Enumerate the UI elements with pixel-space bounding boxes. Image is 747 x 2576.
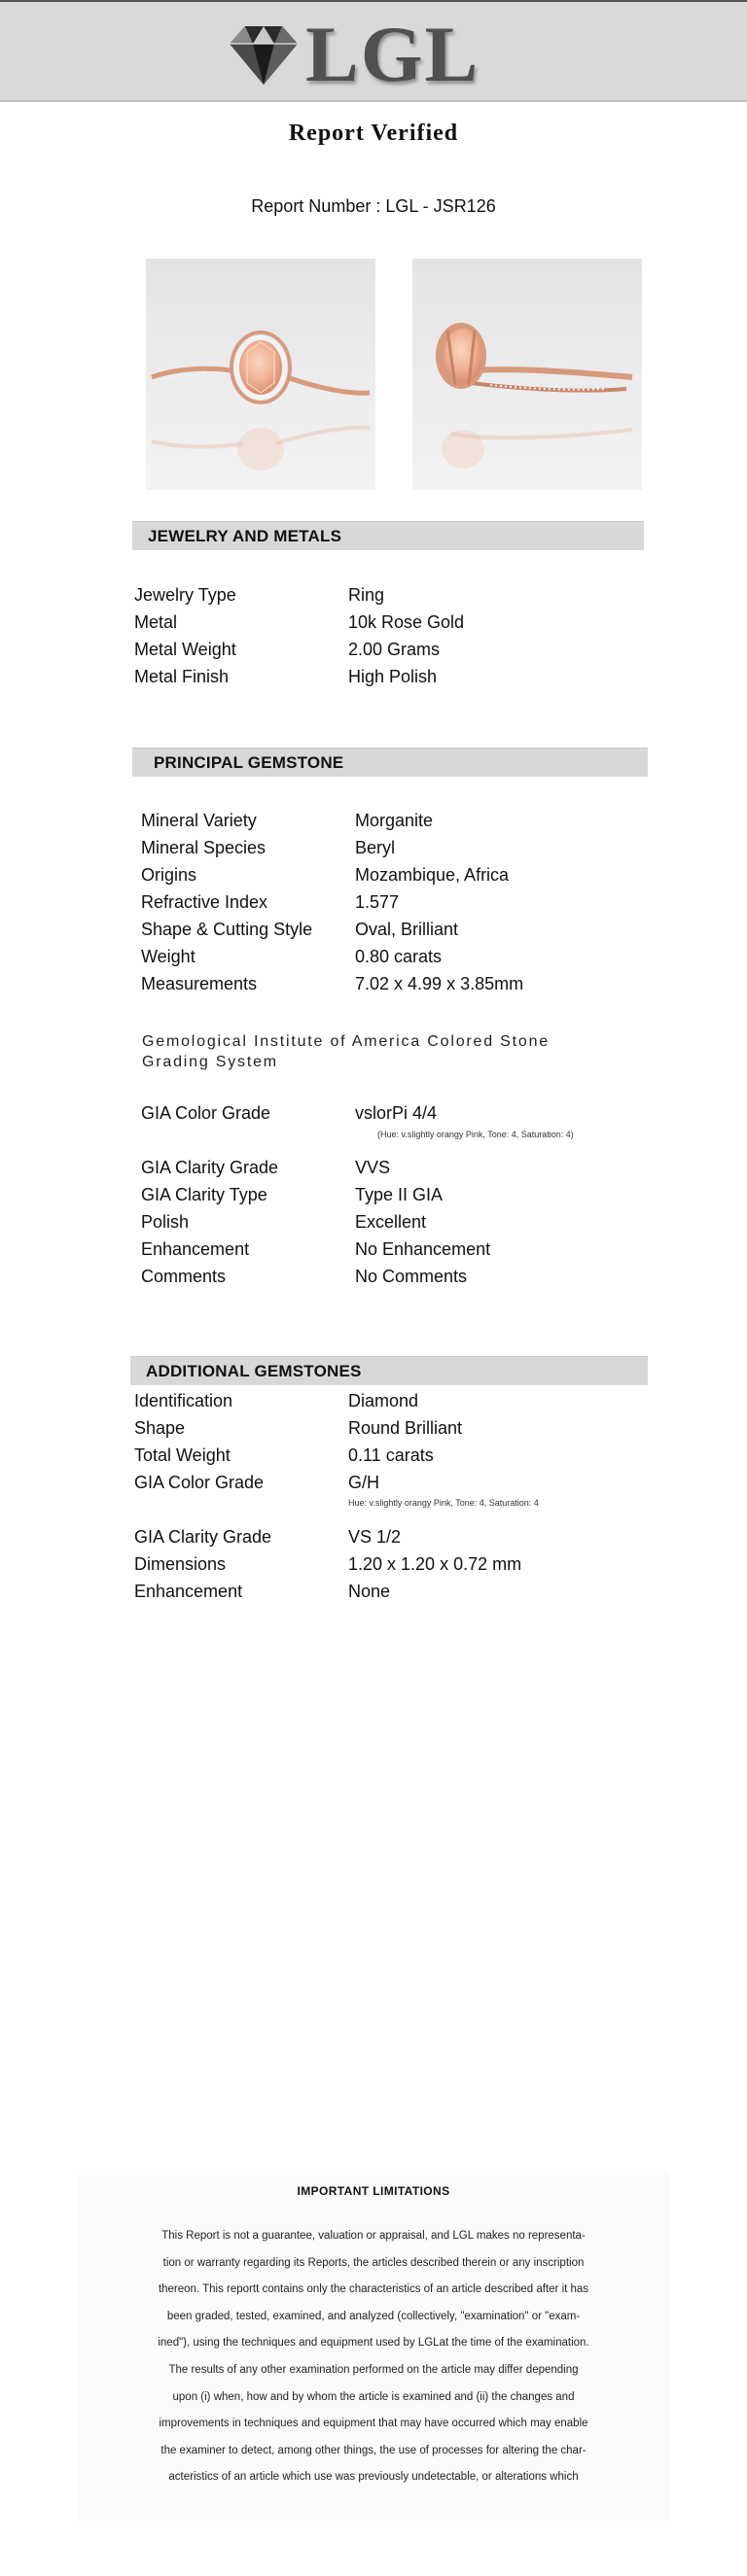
header-banner [0,0,747,102]
detail-value: Round Brilliant [348,1418,463,1438]
section-heading: ADDITIONAL GEMSTONES [146,1362,362,1380]
detail-row [134,663,464,690]
section-heading: PRINCIPAL GEMSTONE [154,753,344,772]
diamond-icon [226,20,302,88]
detail-row [141,1208,490,1236]
detail-label: Measurements [141,974,258,993]
detail-row [134,1387,462,1414]
limitations-title: IMPORTANT LIMITATIONS [297,2184,450,2198]
limitations-line: upon (i) when, how and by whom the article is examined and (ii) the changes and [172,2390,575,2403]
detail-label: Dimensions [134,1554,227,1574]
detail-row [134,581,464,609]
detail-label: GIA Clarity Type [141,1185,267,1204]
detail-row [134,636,464,663]
ring-front-photo [146,259,375,490]
detail-row [141,1099,437,1127]
detail-value: Ring [348,585,385,605]
limitations-line: the examiner to detect, among other things, the use of processes for altering the char- [160,2444,587,2456]
gia-color-grade [141,1099,437,1127]
detail-row [141,943,523,970]
detail-label: Origins [141,865,197,885]
detail-value: Mozambique, Africa [355,865,510,885]
detail-label: GIA Clarity Grade [134,1527,272,1547]
detail-value: None [348,1582,391,1601]
detail-value: No Enhancement [355,1239,491,1259]
important-limitations [78,2173,669,2523]
detail-row [134,1578,521,1605]
detail-value: Beryl [355,838,396,857]
limitations-line: The results of any other examination performed on the article may differ depending [168,2363,579,2376]
limitations-body [103,2223,644,2491]
limitations-line: been graded, tested, examined, and analyzed (collectively, "examination" or "exam- [166,2310,581,2322]
logo-text: LGL [305,10,480,98]
detail-label: Polish [141,1212,190,1232]
detail-row [141,916,523,943]
report-number: Report Number : LGL - JSR126 [251,196,496,216]
detail-value: VVS [355,1158,391,1177]
detail-label: Metal Finish [134,667,230,686]
diamond-color-note: Hue: v.slightly orangy Pink, Tone: 4, Saturation: 4 [348,1498,539,1508]
gia-grading-heading: Gemological Institute of America Colored Stone Grading System [142,1033,550,1070]
section-principal-gemstone [132,748,648,777]
detail-value: High Polish [348,667,438,686]
detail-value: 10k Rose Gold [348,612,465,632]
principal-grading-details [141,1154,490,1290]
detail-label: Shape & Cutting Style [141,920,313,939]
detail-value: Oval, Brilliant [355,920,459,939]
detail-row [141,861,523,888]
limitations-line: ined"), using the techniques and equipment used by LGLat the time of the examination. [158,2337,589,2350]
detail-label: Weight [141,947,196,966]
detail-value: 0.80 carats [355,947,443,966]
detail-row [134,1414,462,1442]
detail-row [141,1236,490,1263]
detail-value: Morganite [355,811,434,830]
detail-label: Jewelry Type [134,585,236,605]
detail-label: Total Weight [134,1445,231,1465]
detail-value: 1.577 [355,892,400,912]
jewelry-details [134,581,464,690]
limitations-line: This Report is not a guarantee, valuation or appraisal, and LGL makes no representa- [161,2230,586,2242]
detail-row [141,834,523,861]
detail-value: vslorPi 4/4 [355,1103,438,1123]
additional-grading-details [134,1523,521,1605]
section-additional-gemstones [130,1356,648,1385]
section-jewelry-and-metals [132,521,644,550]
detail-label: Shape [134,1418,186,1438]
lgl-logo[interactable] [226,10,480,98]
detail-row [134,1469,462,1496]
page-title: Report Verified [288,121,459,146]
detail-row [134,609,464,636]
detail-value: 0.11 carats [348,1445,434,1465]
detail-row [134,1550,521,1578]
limitations-line: tion or warranty regarding its Reports, the articles described therein or any inscription [162,2256,585,2269]
detail-row [134,1442,462,1469]
detail-label: Metal Weight [134,640,236,659]
detail-value: 7.02 x 4.99 x 3.85mm [355,974,524,993]
detail-row [141,1181,490,1208]
detail-label: Refractive Index [141,892,268,912]
principal-details [141,807,523,997]
limitations-line: thereon. This reportt contains only the characteristics of an article described after it has [158,2283,589,2296]
detail-row [141,1263,490,1290]
detail-value: 2.00 Grams [348,640,441,659]
detail-value: Diamond [348,1391,419,1410]
detail-label: Mineral Variety [141,811,257,830]
detail-label: GIA Color Grade [141,1103,271,1123]
ring-side-photo [412,259,642,490]
detail-value: Excellent [355,1212,427,1232]
detail-label: Enhancement [141,1239,250,1259]
detail-label: GIA Clarity Grade [141,1158,279,1177]
detail-row [141,970,523,997]
detail-value: G/H [348,1473,380,1492]
color-grade-note: (Hue: v.slightly orangy Pink, Tone: 4, Saturation: 4) [377,1130,574,1139]
detail-row [134,1523,521,1550]
detail-value: 1.20 x 1.20 x 0.72 mm [348,1554,522,1574]
detail-row [141,1154,490,1181]
detail-value: VS 1/2 [348,1527,402,1547]
limitations-line: acteristics of an article which use was previously undetectable, or alterations which [168,2471,579,2484]
detail-label: Mineral Species [141,838,267,857]
detail-row [141,888,523,916]
detail-label: Enhancement [134,1582,243,1601]
detail-label: GIA Color Grade [134,1473,265,1492]
detail-value: No Comments [355,1267,468,1286]
detail-value: Type II GIA [355,1185,444,1204]
detail-label: Identification [134,1391,233,1410]
detail-label: Comments [141,1267,227,1286]
additional-details [134,1387,462,1496]
detail-label: Metal [134,612,178,632]
limitations-line: improvements in techniques and equipment that may have occurred which may enable [159,2418,588,2430]
section-heading: JEWELRY AND METALS [148,527,342,545]
detail-row [141,807,523,834]
